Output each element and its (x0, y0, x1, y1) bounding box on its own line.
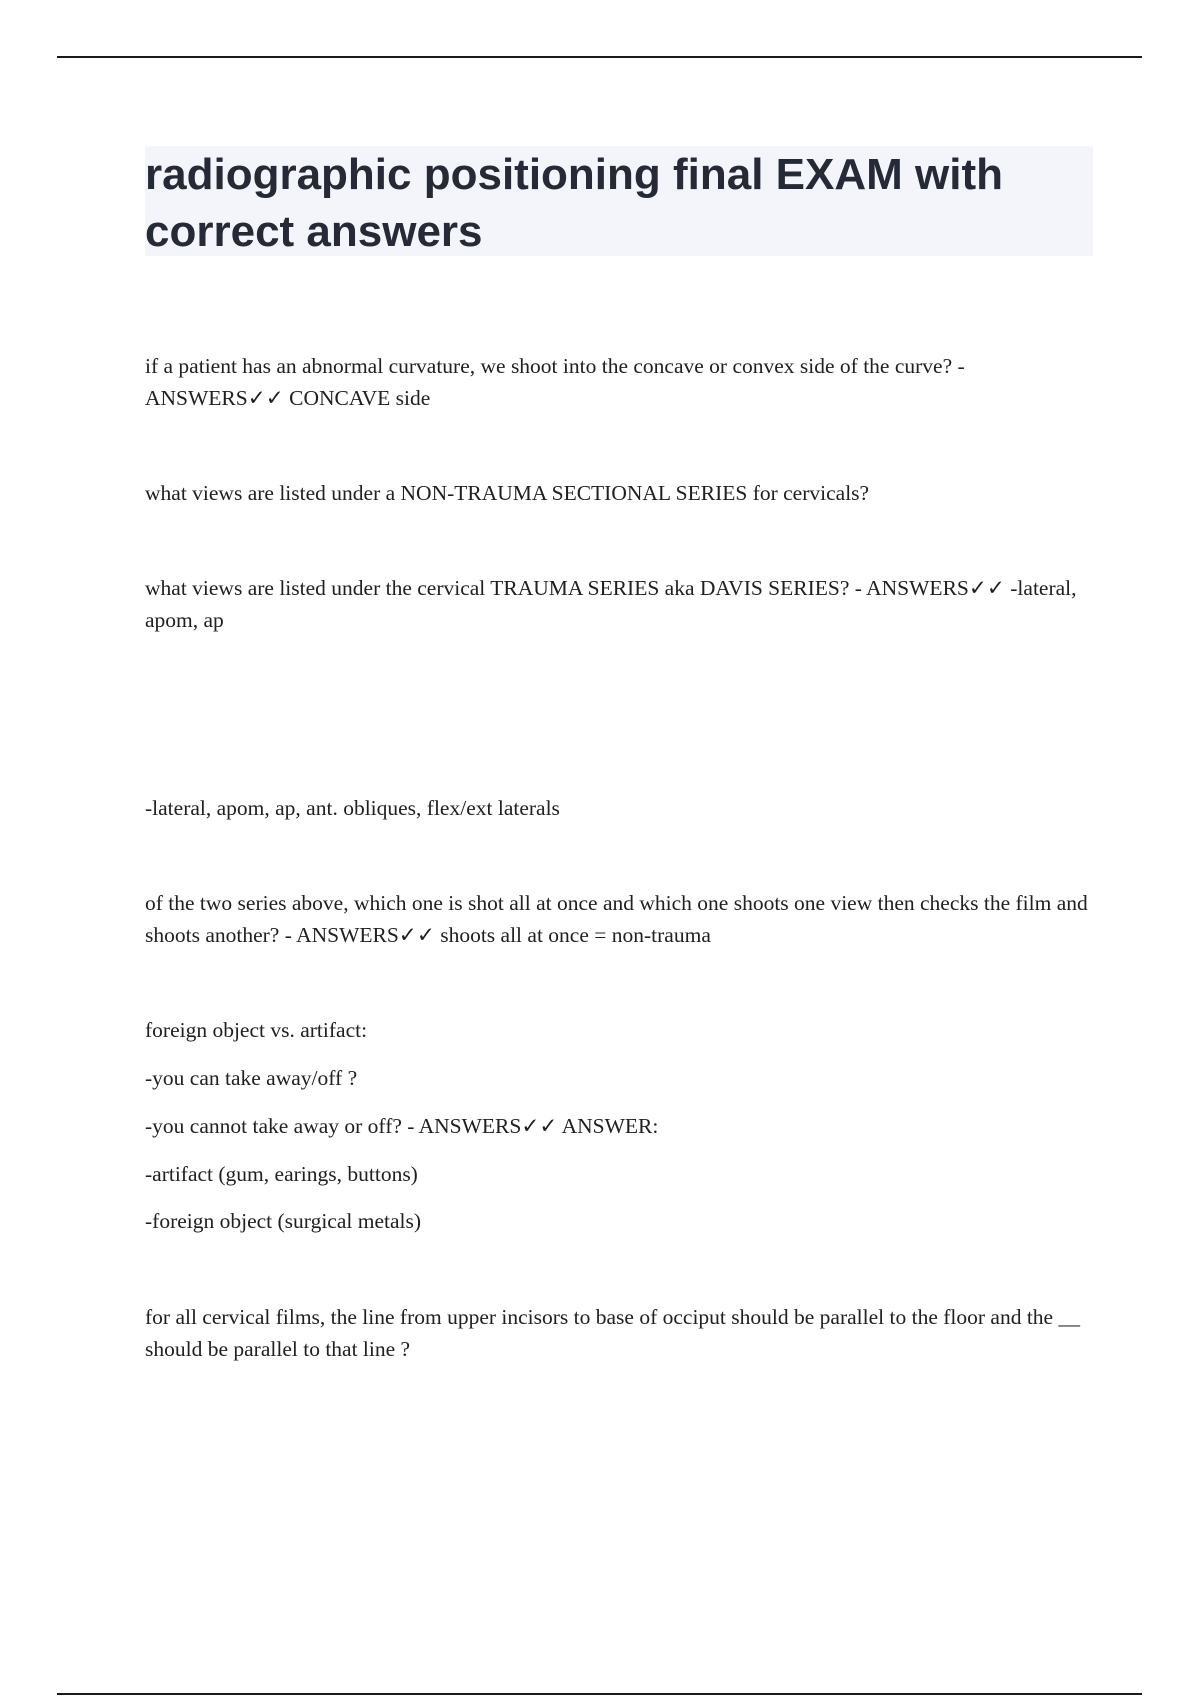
bottom-rule (57, 1693, 1142, 1695)
paragraph-foreign-object: -foreign object (surgical metals) (145, 1209, 422, 1233)
paragraph-trauma-series: what views are listed under the cervical TRAUMA SERIES aka DAVIS SERIES? - ANSWERS✓✓ -lateral, apom, ap (145, 576, 1082, 632)
paragraph-two-series: of the two series above, which one is shot all at once and which one shoots one view then checks the film and shoots another? - ANSWERS✓✓ shoots all at once = non-trauma (145, 891, 1094, 947)
paragraph-take-away: -you can take away/off ? (145, 1066, 358, 1090)
paragraph-concave-convex: if a patient has an abnormal curvature, we shoot into the concave or convex side of the curve? - ANSWERS✓✓ CONCAVE side (145, 354, 969, 410)
paragraph-foreign-vs-artifact: foreign object vs. artifact: (145, 1018, 368, 1042)
title-banner (145, 146, 1093, 256)
paragraph-cervical-films: for all cervical films, the line from upper incisors to base of occiput should be parallel to the floor and the __ should be parallel to that line ? (145, 1305, 1086, 1361)
top-rule (57, 56, 1142, 58)
paragraph-artifact: -artifact (gum, earings, buttons) (145, 1162, 418, 1186)
paragraph-cannot-take-away: -you cannot take away or off? - ANSWERS✓✓ ANSWER: (145, 1114, 659, 1138)
paragraph-non-trauma-series: what views are listed under a NON-TRAUMA SECTIONAL SERIES for cervicals? (145, 481, 870, 505)
page-title: radiographic positioning final EXAM with correct answers (145, 150, 1003, 256)
paragraph-non-trauma-views: -lateral, apom, ap, ant. obliques, flex/ext laterals (145, 796, 560, 820)
